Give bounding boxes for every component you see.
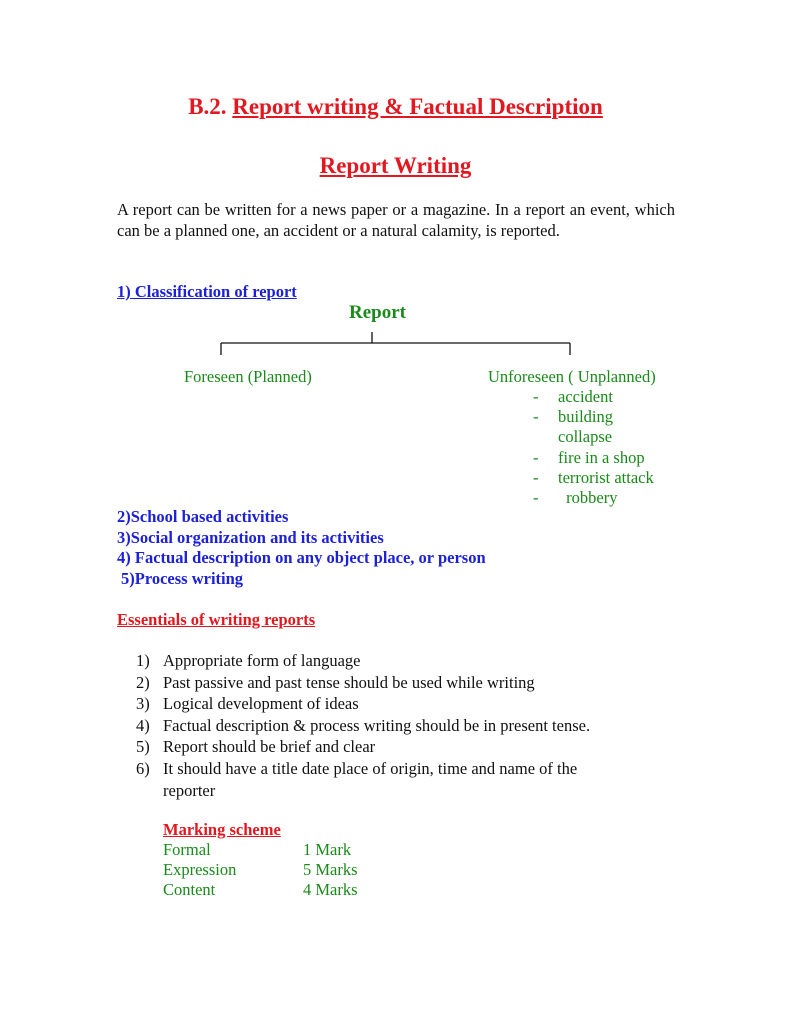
intro-paragraph: A report can be written for a news paper or a magazine. In a report an event, which can be a planned one, an accident or a natural calamity, is reported. — [117, 200, 675, 240]
list-item: 1) Appropriate form of language — [136, 651, 361, 670]
main-title — [0, 94, 791, 120]
list-item: 3)Social organization and its activities — [117, 527, 384, 547]
list-item: - terrorist attack — [533, 467, 654, 487]
list-item: 3) Logical development of ideas — [136, 694, 359, 714]
tree-connector — [0, 330, 791, 360]
activity-list — [117, 507, 486, 589]
marking-heading: Marking scheme — [163, 820, 281, 839]
list-item: - accident — [533, 387, 613, 406]
list-item: 5) Report should be brief and clear — [136, 737, 376, 757]
list-item: collapse — [558, 427, 613, 447]
list-item: - robbery — [533, 488, 618, 508]
list-item: 4) Factual description on any object place, or person — [117, 548, 486, 567]
list-item: - fire in a shop — [533, 447, 645, 467]
sub-title-text: Report Writing — [319, 153, 472, 178]
unforeseen-list — [533, 387, 654, 508]
essentials-list — [136, 650, 656, 801]
list-item: 2)School based activities — [117, 507, 289, 526]
main-title-underlined: Report writing & Factual Description — [232, 94, 603, 119]
tree-root: Report — [349, 302, 406, 323]
list-item: - building — [533, 407, 614, 427]
list-item: 6) It should have a title date place of origin, time and name of the reporter — [136, 758, 578, 800]
marking-table — [163, 840, 423, 901]
marking-row: Formal 1 Mark — [163, 840, 352, 859]
main-title-prefix: B.2. — [188, 94, 233, 119]
marking-row: Content 4 Marks — [163, 880, 358, 900]
marking-row: Expression 5 Marks — [163, 860, 358, 880]
classification-heading: 1) Classification of report — [117, 282, 297, 301]
list-item: 5)Process writing — [121, 568, 244, 588]
essentials-heading: Essentials of writing reports — [117, 610, 316, 629]
list-item: 2) Past passive and past tense should be used while writing — [136, 672, 535, 692]
tree-left-node: Foreseen (Planned) — [184, 367, 312, 386]
tree-right-node: Unforeseen ( Unplanned) — [488, 367, 656, 386]
sub-title — [0, 153, 791, 179]
list-item: 4) Factual description & process writing should be in present tense. — [136, 715, 591, 735]
